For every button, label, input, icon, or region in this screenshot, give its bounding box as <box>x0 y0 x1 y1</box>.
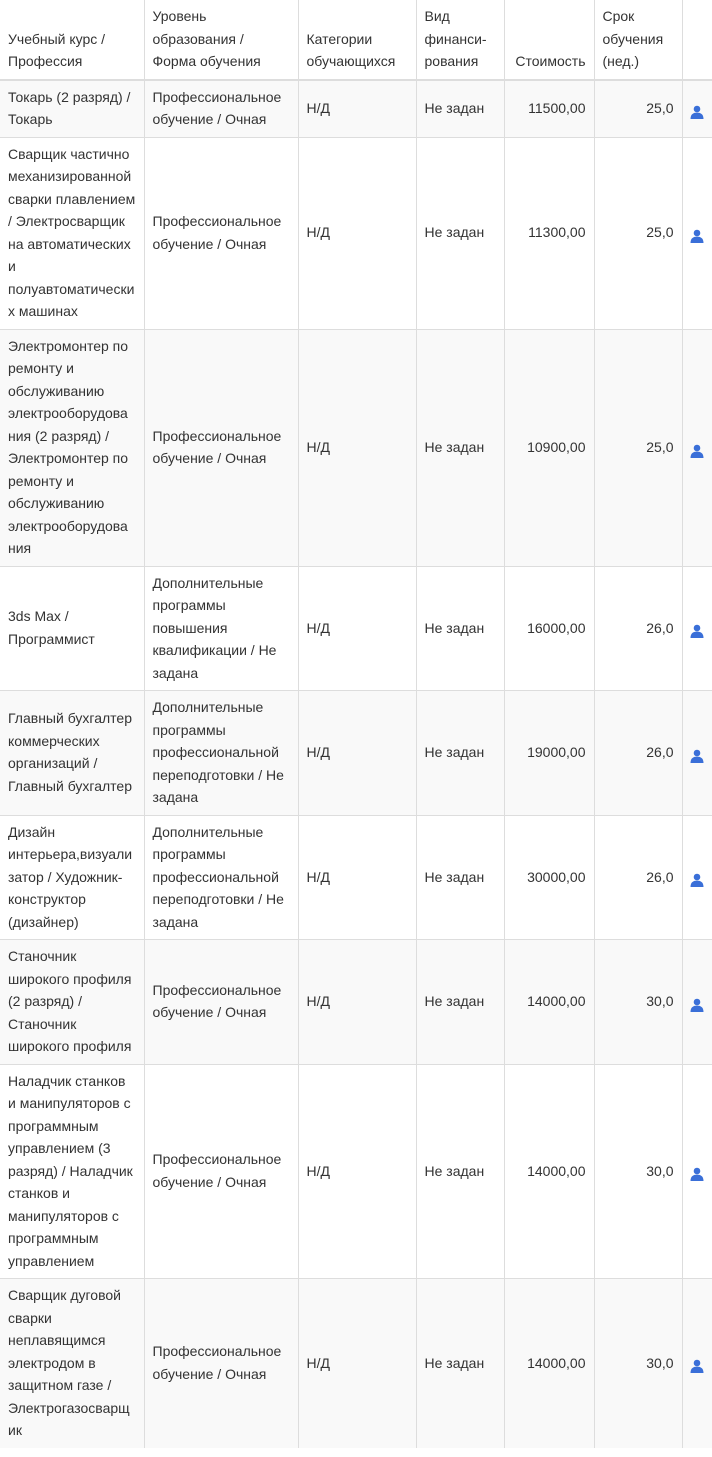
table-row <box>0 137 712 329</box>
categories-cell: Н/Д <box>298 940 416 1065</box>
actions-cell <box>682 566 712 691</box>
level-cell: Профессиональное обучение / Очная <box>144 80 298 138</box>
user-icon[interactable] <box>690 1165 704 1179</box>
user-icon[interactable] <box>690 871 704 885</box>
header-categories: Категории обучающихся <box>298 0 416 80</box>
cost-cell: 10900,00 <box>504 329 594 566</box>
actions-cell <box>682 940 712 1065</box>
duration-cell: 25,0 <box>594 329 682 566</box>
funding-cell: Не задан <box>416 1064 504 1279</box>
cost-cell: 19000,00 <box>504 691 594 816</box>
table-row <box>0 815 712 940</box>
duration-cell: 26,0 <box>594 566 682 691</box>
funding-cell: Не задан <box>416 940 504 1065</box>
actions-cell <box>682 1279 712 1448</box>
table-row <box>0 1279 712 1448</box>
table-header-row <box>0 0 712 80</box>
header-actions <box>682 0 712 80</box>
table-row <box>0 691 712 816</box>
categories-cell: Н/Д <box>298 1279 416 1448</box>
actions-cell <box>682 137 712 329</box>
duration-cell: 30,0 <box>594 1279 682 1448</box>
funding-cell: Не задан <box>416 80 504 138</box>
level-cell: Профессиональное обучение / Очная <box>144 1279 298 1448</box>
funding-cell: Не задан <box>416 1279 504 1448</box>
actions-cell <box>682 1064 712 1279</box>
funding-cell: Не задан <box>416 329 504 566</box>
cost-cell: 14000,00 <box>504 1279 594 1448</box>
table-row <box>0 1064 712 1279</box>
cost-cell: 16000,00 <box>504 566 594 691</box>
user-icon[interactable] <box>690 747 704 761</box>
user-icon[interactable] <box>690 622 704 636</box>
categories-cell: Н/Д <box>298 1064 416 1279</box>
level-cell: Профессиональное обучение / Очная <box>144 329 298 566</box>
user-icon[interactable] <box>690 442 704 456</box>
user-icon[interactable] <box>690 1357 704 1371</box>
funding-cell: Не задан <box>416 691 504 816</box>
user-icon[interactable] <box>690 103 704 117</box>
header-course: Учебный курс / Профессия <box>0 0 144 80</box>
actions-cell <box>682 691 712 816</box>
user-icon[interactable] <box>690 227 704 241</box>
course-cell: Дизайн интерьера,визуализатор / Художник-конструктор (дизайнер) <box>0 815 144 940</box>
level-cell: Профессиональное обучение / Очная <box>144 940 298 1065</box>
cost-cell: 30000,00 <box>504 815 594 940</box>
user-icon[interactable] <box>690 996 704 1010</box>
course-cell: Сварщик дуговой сварки неплавящимся электродом в защитном газе / Электрогазосварщик <box>0 1279 144 1448</box>
actions-cell <box>682 80 712 138</box>
course-cell: 3ds Max / Программист <box>0 566 144 691</box>
duration-cell: 26,0 <box>594 815 682 940</box>
cost-cell: 11500,00 <box>504 80 594 138</box>
course-cell: Сварщик частично механизированной сварки плавлением / Электросварщик на автоматических и полуавтоматических машинах <box>0 137 144 329</box>
categories-cell: Н/Д <box>298 80 416 138</box>
actions-cell <box>682 815 712 940</box>
cost-cell: 14000,00 <box>504 1064 594 1279</box>
level-cell: Дополнительные программы профессиональной переподготовки / Не задана <box>144 815 298 940</box>
funding-cell: Не задан <box>416 566 504 691</box>
duration-cell: 25,0 <box>594 137 682 329</box>
categories-cell: Н/Д <box>298 566 416 691</box>
header-duration: Срок обучения (нед.) <box>594 0 682 80</box>
header-funding: Вид финанси-рования <box>416 0 504 80</box>
duration-cell: 30,0 <box>594 1064 682 1279</box>
cost-cell: 11300,00 <box>504 137 594 329</box>
table-row <box>0 566 712 691</box>
table-row <box>0 80 712 138</box>
course-cell: Токарь (2 разряд) / Токарь <box>0 80 144 138</box>
categories-cell: Н/Д <box>298 137 416 329</box>
level-cell: Профессиональное обучение / Очная <box>144 137 298 329</box>
course-cell: Станочник широкого профиля (2 разряд) / Станочник широкого профиля <box>0 940 144 1065</box>
table-row <box>0 329 712 566</box>
level-cell: Профессиональное обучение / Очная <box>144 1064 298 1279</box>
funding-cell: Не задан <box>416 815 504 940</box>
duration-cell: 30,0 <box>594 940 682 1065</box>
course-cell: Наладчик станков и манипуляторов с программным управлением (3 разряд) / Наладчик станков и манипуляторов с программным управлением <box>0 1064 144 1279</box>
actions-cell <box>682 329 712 566</box>
categories-cell: Н/Д <box>298 691 416 816</box>
header-cost: Стоимость <box>504 0 594 80</box>
course-cell: Электромонтер по ремонту и обслуживанию электрооборудования (2 разряд) / Электромонтер по ремонту и обслуживанию электрооборудования <box>0 329 144 566</box>
level-cell: Дополнительные программы профессиональной переподготовки / Не задана <box>144 691 298 816</box>
funding-cell: Не задан <box>416 137 504 329</box>
categories-cell: Н/Д <box>298 815 416 940</box>
course-cell: Главный бухгалтер коммерческих организаций / Главный бухгалтер <box>0 691 144 816</box>
level-cell: Дополнительные программы повышения квалификации / Не задана <box>144 566 298 691</box>
duration-cell: 26,0 <box>594 691 682 816</box>
duration-cell: 25,0 <box>594 80 682 138</box>
header-level: Уровень образования / Форма обучения <box>144 0 298 80</box>
cost-cell: 14000,00 <box>504 940 594 1065</box>
categories-cell: Н/Д <box>298 329 416 566</box>
table-row <box>0 940 712 1065</box>
